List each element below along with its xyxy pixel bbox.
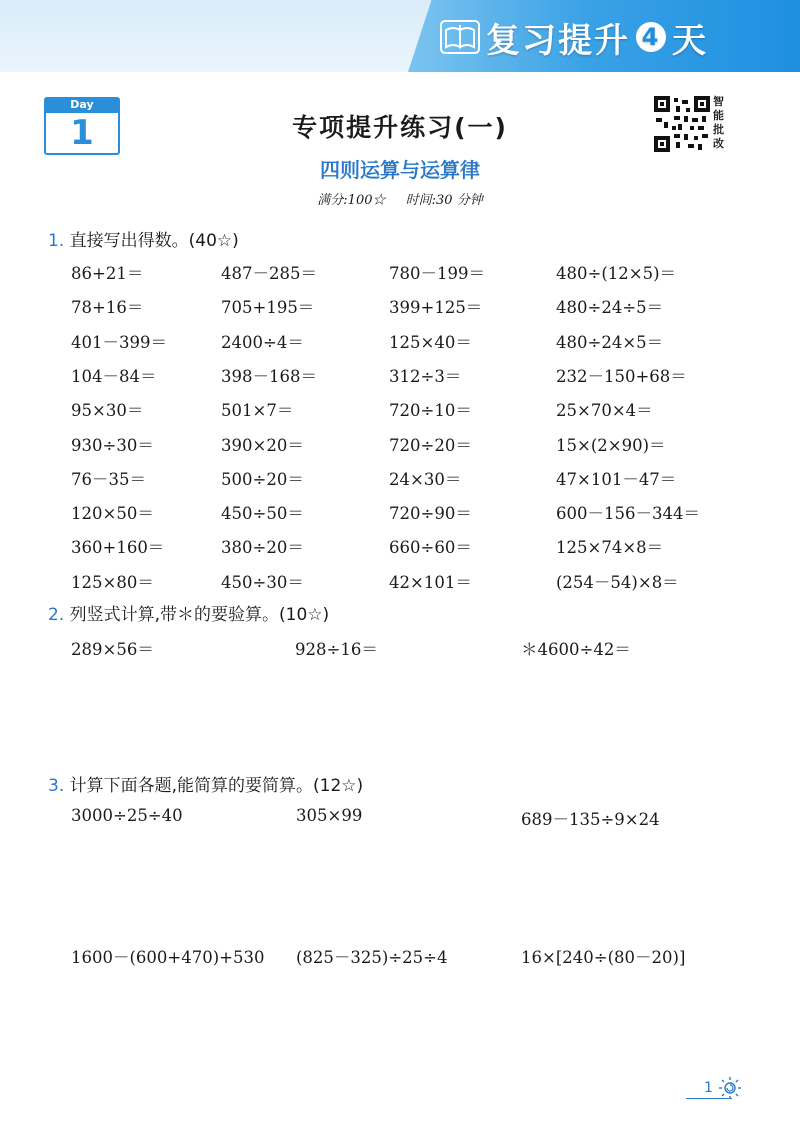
section-1-problem: 125×40＝ <box>389 332 472 352</box>
section-1-problem: 95×30＝ <box>71 401 144 421</box>
section-1-problem: 15×(2×90)＝ <box>556 435 666 455</box>
section-3-heading <box>48 771 363 796</box>
score-and-time <box>0 189 800 208</box>
section-1-problem: 399+125＝ <box>389 298 483 318</box>
section-3-problem: (825－325)÷25÷4 <box>296 948 448 967</box>
time-limit: 时间:30 分钟 <box>405 193 483 208</box>
section-1-problem: 480÷24×5＝ <box>556 332 664 352</box>
section-1-problem: 232－150+68＝ <box>556 366 687 386</box>
section-1-problem: 501×7＝ <box>221 401 294 421</box>
section-2-heading <box>48 600 329 625</box>
full-score: 满分:100☆ <box>317 193 386 208</box>
sun-swirl-icon <box>718 1076 742 1100</box>
banner-title-suffix: 天 <box>672 20 708 61</box>
section-1-problem: 42×101＝ <box>389 572 472 592</box>
section-1-problem: 720÷20＝ <box>389 435 472 455</box>
section-1-problem: 78+16＝ <box>71 298 144 318</box>
section-1-problem: 104－84＝ <box>71 366 157 386</box>
banner-title <box>440 14 708 60</box>
book-icon <box>440 20 480 54</box>
section-3-problem: 689－135÷9×24 <box>521 810 660 829</box>
day-label: Day <box>44 97 120 113</box>
section-1-problem: 380÷20＝ <box>221 538 304 558</box>
section-2-problem: ＊4600÷42＝ <box>521 640 631 659</box>
section-1-problem: 660÷60＝ <box>389 538 472 558</box>
section-1-problem: 24×30＝ <box>389 469 462 489</box>
section-1-problem: 720÷10＝ <box>389 401 472 421</box>
day-number: 1 <box>44 113 120 155</box>
page-number: 1 <box>704 1080 713 1096</box>
section-2-number: 2. <box>48 605 65 625</box>
section-1-problem: 312÷3＝ <box>389 366 462 386</box>
section-3-number: 3. <box>48 776 65 796</box>
section-1-problem: 120×50＝ <box>71 504 154 524</box>
section-3-problem: 3000÷25÷40 <box>71 806 183 825</box>
section-3-problem: 305×99 <box>296 806 363 825</box>
banner-title-prefix: 复习提升 <box>486 20 630 61</box>
section-3-text: 计算下面各题,能简算的要简算。(12☆) <box>69 776 364 796</box>
section-2-text: 列竖式计算,带＊的要验算。(10☆) <box>69 605 330 625</box>
section-1-problem: 125×74×8＝ <box>556 538 664 558</box>
section-1-problem: 720÷90＝ <box>389 504 472 524</box>
section-1-problem: 487－285＝ <box>221 264 317 283</box>
section-1-problem: 480÷(12×5)＝ <box>556 264 677 283</box>
banner-day-number: 4 <box>636 22 666 52</box>
section-1-problem: 500÷20＝ <box>221 469 304 489</box>
section-1-problem: 480÷24÷5＝ <box>556 298 664 318</box>
section-1-text: 直接写出得数。(40☆) <box>69 231 239 251</box>
qr-label: 智能批改 <box>713 95 724 150</box>
section-1-problem: (254－54)×8＝ <box>556 572 679 592</box>
section-1-problem: 125×80＝ <box>71 572 154 592</box>
section-1-problem: 398－168＝ <box>221 366 317 386</box>
section-1-number: 1. <box>48 231 65 251</box>
section-1-problem: 930÷30＝ <box>71 435 154 455</box>
section-1-problem: 86+21＝ <box>71 264 144 283</box>
section-1-problem: 2400÷4＝ <box>221 332 304 352</box>
section-2-problem: 289×56＝ <box>71 640 154 659</box>
section-1-problem: 450÷50＝ <box>221 504 304 524</box>
section-1-problem: 47×101－47＝ <box>556 469 677 489</box>
section-1-problem: 401－399＝ <box>71 332 167 352</box>
section-3-problem: 16×[240÷(80－20)] <box>521 948 686 967</box>
section-1-problem: 76－35＝ <box>71 469 146 489</box>
page-title: 专项提升练习(一) <box>292 113 508 142</box>
section-1-problem: 25×70×4＝ <box>556 401 653 421</box>
section-3-problem: 1600－(600+470)+530 <box>71 948 265 967</box>
section-1-problem: 450÷30＝ <box>221 572 304 592</box>
section-1-problem: 390×20＝ <box>221 435 304 455</box>
page-subtitle: 四则运算与运算律 <box>320 158 480 182</box>
section-2-problem: 928÷16＝ <box>295 640 378 659</box>
section-1-problem: 705+195＝ <box>221 298 315 318</box>
section-1-heading <box>48 226 239 251</box>
section-1-problem: 360+160＝ <box>71 538 165 558</box>
section-1-problem: 780－199＝ <box>389 264 485 283</box>
section-1-problem: 600－156－344＝ <box>556 504 700 524</box>
